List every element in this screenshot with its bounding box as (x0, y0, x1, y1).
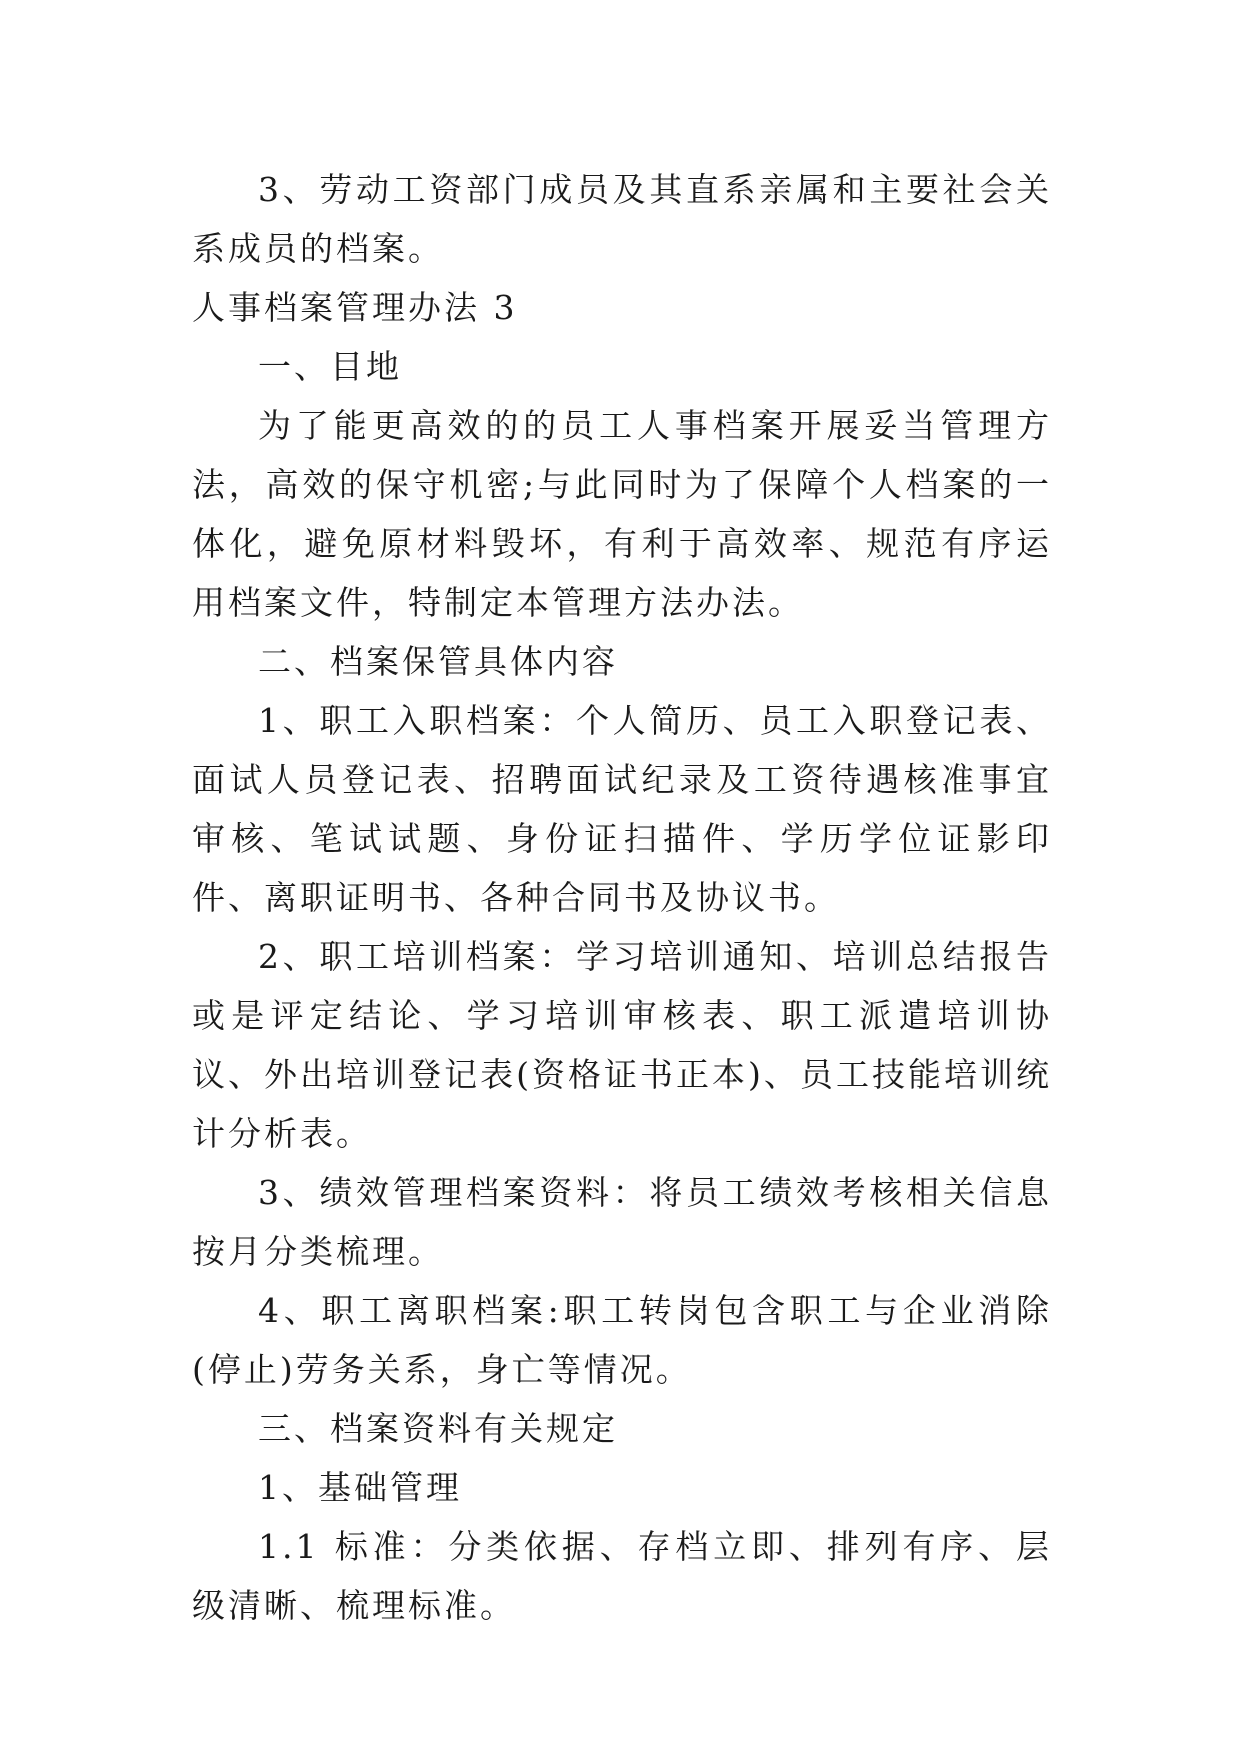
heading-archive-contents: 二、档案保管具体内容 (258, 642, 618, 681)
heading-purpose: 一、目地 (258, 347, 402, 386)
paragraph-onboarding-archive: 1、职工入职档案：个人简历、员工入职登记表、面试人员登记表、招聘面试纪录及工资待遇核准事宜审核、笔试试题、身份证扫描件、学历学位证影印件、离职证明书、各种合同书及协议书。 (192, 701, 1052, 917)
paragraph-training-archive: 2、职工培训档案：学习培训通知、培训总结报告或是评定结论、学习培训审核表、职工派遣培训协议、外出培训登记表(资格证书正本)、员工技能培训统计分析表。 (192, 937, 1052, 1153)
heading-basic-management: 1、基础管理 (258, 1468, 462, 1507)
paragraph-purpose: 为了能更高效的的员工人事档案开展妥当管理方法，高效的保守机密;与此同时为了保障个人档案的一体化，避免原材料毁坏，有利于高效率、规范有序运用档案文件，特制定本管理方法办法。 (192, 406, 1052, 622)
document-body (192, 160, 1052, 1635)
paragraph-performance-archive: 3、绩效管理档案资料：将员工绩效考核相关信息按月分类梳理。 (192, 1173, 1052, 1271)
section-title: 人事档案管理办法 3 (192, 288, 518, 327)
paragraph-standards: 1.1 标准：分类依据、存档立即、排列有序、层级清晰、梳理标准。 (192, 1527, 1052, 1625)
paragraph-archive-scope-item-3: 3、劳动工资部门成员及其直系亲属和主要社会关系成员的档案。 (192, 170, 1052, 268)
paragraph-departure-archive: 4、职工离职档案:职工转岗包含职工与企业消除(停止)劳务关系，身亡等情况。 (192, 1291, 1052, 1389)
heading-archive-rules: 三、档案资料有关规定 (258, 1409, 618, 1448)
